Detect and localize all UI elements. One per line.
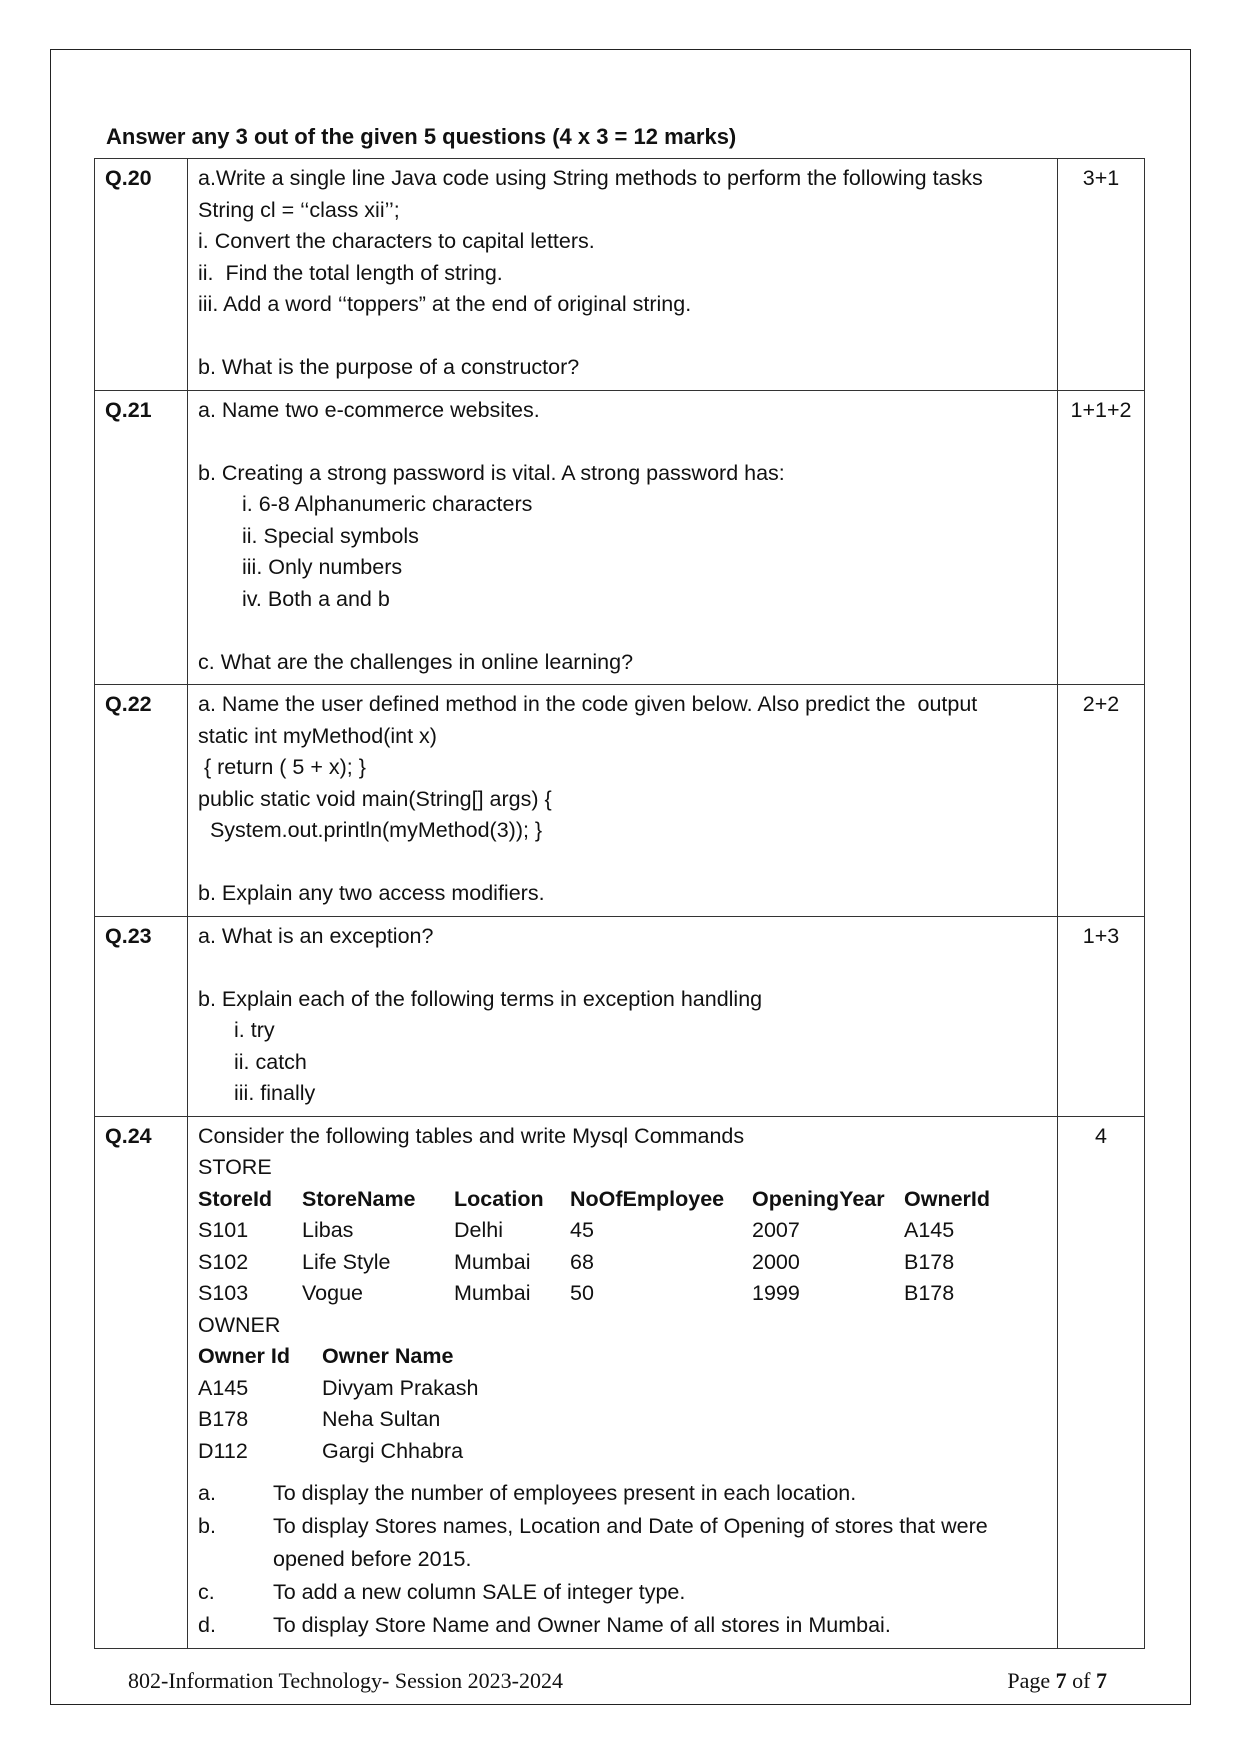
store-header-cell: OpeningYear xyxy=(752,1186,885,1211)
owner-cell: Neha Sultan xyxy=(322,1407,441,1431)
question-line: i. Convert the characters to capital letters. xyxy=(198,229,595,253)
store-header-cell: OwnerId xyxy=(904,1186,991,1211)
store-cell: S102 xyxy=(198,1249,249,1274)
question-line: a. What is an exception? xyxy=(198,923,434,948)
question-body xyxy=(188,1116,1058,1649)
store-cell: 2007 xyxy=(752,1218,800,1242)
option-line: i. 6-8 Alphanumeric characters xyxy=(242,492,533,516)
store-header-cell: NoOfEmployee xyxy=(570,1186,725,1211)
task-label: b. xyxy=(198,1514,216,1538)
question-row xyxy=(95,1116,1145,1649)
owner-header-cell: Owner Name xyxy=(322,1344,454,1368)
question-marks: 1+3 xyxy=(1058,916,1145,1116)
question-body xyxy=(188,159,1058,391)
code-line: public static void main(String[] args) { xyxy=(198,786,552,811)
page-total: 7 xyxy=(1096,1668,1107,1693)
owner-cell: B178 xyxy=(198,1407,249,1431)
question-line: c. What are the challenges in online learning? xyxy=(198,649,634,674)
question-body xyxy=(188,390,1058,685)
question-line: String cl = ‘‘class xii’’; xyxy=(198,197,400,222)
store-cell: S101 xyxy=(198,1218,249,1242)
question-line: a. Name two e-commerce websites. xyxy=(198,397,540,422)
question-row xyxy=(95,916,1145,1116)
question-line: iii. Add a word ‘‘toppers” at the end of original string. xyxy=(198,292,692,316)
store-cell: 2000 xyxy=(752,1249,800,1274)
owner-cell: A145 xyxy=(198,1375,249,1400)
question-row xyxy=(95,685,1145,917)
task-label: d. xyxy=(198,1613,216,1637)
task-list xyxy=(198,1477,1047,1642)
question-line: a.Write a single line Java code using String methods to perform the following tasks xyxy=(198,166,983,190)
store-cell: S103 xyxy=(198,1281,249,1305)
store-cell: Life Style xyxy=(302,1249,391,1274)
question-body xyxy=(188,685,1058,917)
task-text: To display Store Name and Owner Name of all stores in Mumbai. xyxy=(273,1613,891,1637)
option-line: ii. catch xyxy=(234,1049,307,1074)
section-instruction: Answer any 3 out of the given 5 questions (4 x 3 = 12 marks) xyxy=(106,124,737,149)
question-line: b. Explain any two access modifiers. xyxy=(198,881,545,905)
page-sep: of xyxy=(1066,1668,1096,1693)
page-current: 7 xyxy=(1055,1668,1067,1693)
store-cell: Delhi xyxy=(454,1218,503,1242)
task-label: c. xyxy=(198,1580,215,1604)
store-table xyxy=(198,1184,1047,1310)
store-cell: Vogue xyxy=(302,1281,363,1305)
store-cell: 1999 xyxy=(752,1281,800,1305)
question-line: ii. Find the total length of string. xyxy=(198,260,503,285)
owner-cell: Divyam Prakash xyxy=(322,1375,479,1400)
task-text: To display the number of employees present in each location. xyxy=(273,1481,857,1505)
question-number: Q.21 xyxy=(95,390,188,685)
task-text: To add a new column SALE of integer type. xyxy=(273,1580,686,1604)
question-number: Q.24 xyxy=(95,1116,188,1649)
question-marks: 3+1 xyxy=(1058,159,1145,391)
question-row xyxy=(95,159,1145,391)
store-cell: B178 xyxy=(904,1249,955,1274)
owner-header-cell: Owner Id xyxy=(198,1344,290,1368)
question-number: Q.23 xyxy=(95,916,188,1116)
question-marks: 4 xyxy=(1058,1116,1145,1649)
task-text: To display Stores names, Location and Date of Opening of stores that were opened before 2015. xyxy=(273,1514,988,1571)
question-marks: 2+2 xyxy=(1058,685,1145,917)
question-line: a. Name the user defined method in the code given below. Also predict the output xyxy=(198,692,978,716)
store-cell: B178 xyxy=(904,1281,955,1305)
store-header-cell: StoreId xyxy=(198,1186,273,1211)
question-row xyxy=(95,390,1145,685)
questions-table xyxy=(94,158,1145,1649)
store-cell: 45 xyxy=(570,1218,594,1242)
question-line: Consider the following tables and write Mysql Commands xyxy=(198,1123,745,1148)
owner-table xyxy=(198,1341,1047,1467)
code-line: System.out.println(myMethod(3)); } xyxy=(198,818,543,842)
footer-page-number xyxy=(1007,1668,1107,1694)
owner-table-title: OWNER xyxy=(198,1312,281,1337)
option-line: i. try xyxy=(234,1018,275,1042)
store-cell: 68 xyxy=(570,1249,594,1274)
question-line: b. Creating a strong password is vital. A strong password has: xyxy=(198,460,785,485)
question-number: Q.20 xyxy=(95,159,188,391)
store-header-cell: Location xyxy=(454,1186,544,1211)
store-cell: A145 xyxy=(904,1218,955,1242)
option-line: iii. Only numbers xyxy=(242,555,403,579)
store-cell: Mumbai xyxy=(454,1281,531,1305)
question-line: b. Explain each of the following terms in exception handling xyxy=(198,986,763,1011)
code-line: { return ( 5 + x); } xyxy=(198,755,366,779)
owner-cell: D112 xyxy=(198,1438,248,1463)
page-prefix: Page xyxy=(1007,1668,1056,1693)
question-marks: 1+1+2 xyxy=(1058,390,1145,685)
question-body xyxy=(188,916,1058,1116)
store-cell: 50 xyxy=(570,1281,594,1305)
task-label: a. xyxy=(198,1481,216,1505)
question-number: Q.22 xyxy=(95,685,188,917)
store-cell: Mumbai xyxy=(454,1249,531,1274)
store-cell: Libas xyxy=(302,1218,354,1242)
footer-session: 802-Information Technology- Session 2023-2024 xyxy=(128,1668,563,1693)
option-line: iii. finally xyxy=(234,1081,316,1105)
owner-cell: Gargi Chhabra xyxy=(322,1438,464,1463)
code-line: static int myMethod(int x) xyxy=(198,723,437,748)
store-header-cell: StoreName xyxy=(302,1186,416,1211)
option-line: ii. Special symbols xyxy=(242,523,419,548)
store-table-title: STORE xyxy=(198,1155,272,1179)
question-line: b. What is the purpose of a constructor? xyxy=(198,355,580,379)
option-line: iv. Both a and b xyxy=(242,586,390,611)
